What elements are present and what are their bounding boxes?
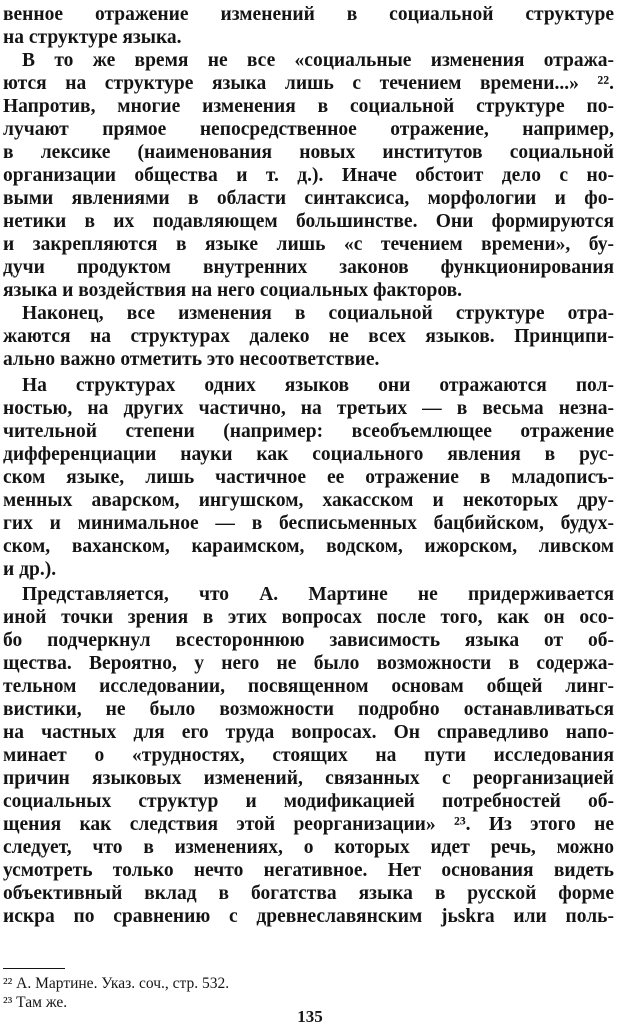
text-line: организации общества и т. д.). Иначе обстоит дело с но- bbox=[3, 165, 614, 186]
text-line: социальных структур и модификацией потребностей об- bbox=[3, 791, 614, 812]
text-line: менных аварском, ингушском, хакасском и некоторых дру- bbox=[3, 490, 614, 511]
text-line: Напротив, многие изменения в социальной структуре по- bbox=[3, 96, 614, 117]
text-line: Представляется, что А. Мартине не придерживается bbox=[22, 584, 614, 605]
text-line: ностью, на других частично, на третьих — в весьма незна- bbox=[3, 398, 614, 419]
text-line: ском, ваханском, караимском, водском, ижорском, ливском bbox=[3, 536, 614, 557]
text-line: выми явлениями в области синтаксиса, морфологии и фо- bbox=[3, 188, 614, 209]
text-line: на частных для его труда вопросах. Он справедливо напо- bbox=[3, 722, 614, 743]
text-line: следует, что в изменениях, о которых идет речь, можно bbox=[3, 837, 614, 858]
page-number: 135 bbox=[297, 1007, 323, 1026]
text-line: дифференциации науки как социального явления в рус- bbox=[3, 444, 614, 465]
text-line: вистики, не было возможности подробно останавливаться bbox=[3, 699, 614, 720]
text-line: усмотреть только нечто негативное. Нет основания видеть bbox=[3, 860, 614, 881]
text-line: минает о «трудностях, стоящих на пути исследования bbox=[3, 745, 614, 766]
text-line: бо подчеркнул всестороннюю зависимость языка от об- bbox=[3, 630, 614, 651]
footnote-divider bbox=[3, 968, 65, 969]
text-line: дучи продуктом внутренних законов функционирования bbox=[3, 257, 614, 278]
text-line: ском языке, лишь частичное ее отражение в младописъ- bbox=[3, 467, 614, 488]
text-line: венное отражение изменений в социальной структуре bbox=[3, 4, 614, 25]
text-line: жаются на структурах далеко не всех языков. Принципи- bbox=[3, 326, 614, 347]
text-line: На структурах одних языков они отражаются пол- bbox=[22, 375, 614, 396]
footnote: ²³ Там же. bbox=[3, 994, 68, 1011]
text-line: нетики в их подавляющем большинстве. Они формируются bbox=[3, 211, 614, 232]
text-line: щества. Вероятно, у него не было возможности в содержа- bbox=[3, 653, 614, 674]
text-line: на структуре языка. bbox=[3, 27, 182, 48]
text-line: Наконец, все изменения в социальной структуре отра- bbox=[22, 303, 614, 324]
text-line: ально важно отметить это несоответствие. bbox=[3, 349, 380, 370]
text-line: языка и воздействия на него социальных факторов. bbox=[3, 280, 463, 301]
text-line: искра по сравнению с древнеславянским jьskra или поль- bbox=[3, 906, 614, 927]
text-line: щения как следствия этой реорганизации» ²³. Из этого не bbox=[3, 814, 614, 835]
text-line: в лексике (наименования новых институтов социальной bbox=[3, 142, 614, 163]
text-line: причин языковых изменений, связанных с реорганизацией bbox=[3, 768, 614, 789]
text-line: В то же время не все «социальные изменения отража- bbox=[22, 50, 614, 71]
text-line: и закрепляются в языке лишь «с течением времени», бу- bbox=[3, 234, 614, 255]
text-line: иной точки зрения в этих вопросах после того, как он осо- bbox=[3, 607, 614, 628]
text-line: гих и минимальное — в бесписьменных бацбийском, будух- bbox=[3, 513, 614, 534]
text-line: тельном исследовании, посвященном основам общей линг- bbox=[3, 676, 614, 697]
footnote: ²² А. Мартине. Указ. соч., стр. 532. bbox=[3, 975, 230, 992]
text-line: чительной степени (например: всеобъемлющее отражение bbox=[3, 421, 614, 442]
text-line: и др.). bbox=[3, 559, 57, 580]
text-line: объективный вклад в богатства языка в русской форме bbox=[3, 883, 614, 904]
text-line: ются на структуре языка лишь с течением времени...» ²². bbox=[3, 73, 614, 94]
text-line: лучают прямое непосредственное отражение, например, bbox=[3, 119, 614, 140]
